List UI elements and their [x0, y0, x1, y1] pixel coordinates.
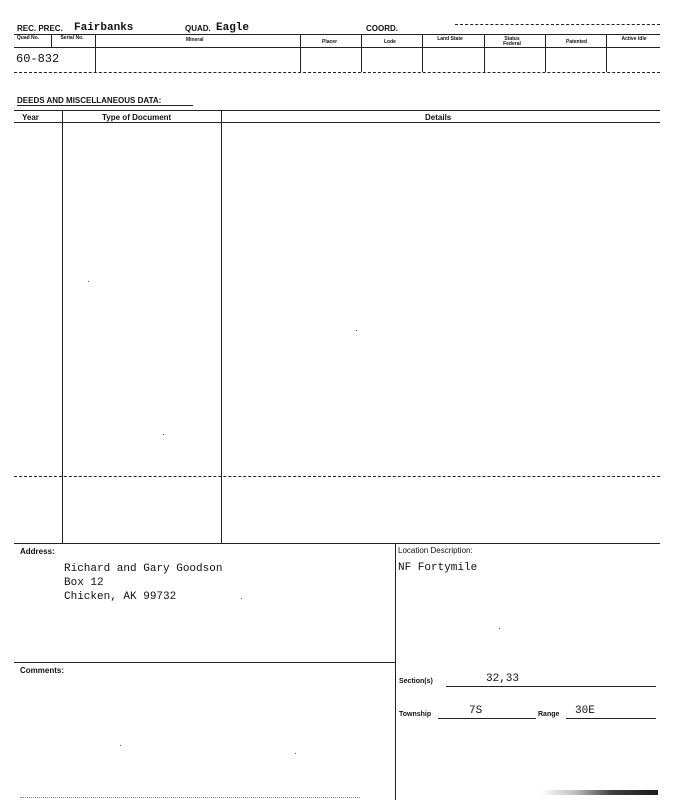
range-label: Range: [538, 711, 560, 718]
col-status-federal: Status Federal: [503, 36, 521, 47]
col-divider: [95, 34, 96, 72]
location-value[interactable]: NF Fortymile: [398, 562, 478, 574]
address-line-3[interactable]: Chicken, AK 99732: [64, 591, 177, 603]
header-rule: [14, 34, 660, 35]
col-divider: [300, 34, 301, 72]
location-label: Location Description:: [398, 546, 473, 555]
address-label: Address:: [20, 547, 55, 556]
col-lode: Lode: [384, 39, 396, 45]
scan-smudge: [540, 790, 658, 795]
address-line-2[interactable]: Box 12: [64, 577, 104, 589]
scan-speck: [163, 434, 164, 435]
year-column-divider: [62, 110, 63, 543]
scan-speck: [120, 745, 121, 746]
col-patented: Patented: [566, 39, 588, 45]
col-type-of-document: Type of Document: [102, 113, 172, 122]
col-divider: [484, 34, 485, 72]
rec-prec-label: REC. PREC.: [17, 24, 63, 33]
type-column-divider: [221, 110, 222, 543]
range-value[interactable]: 30E: [575, 705, 595, 717]
col-divider: [51, 34, 52, 47]
scan-speck: [295, 753, 296, 754]
coord-label: COORD.: [366, 24, 398, 33]
sections-value[interactable]: 32,33: [486, 673, 520, 685]
col-serial-no: Serial No.: [60, 35, 84, 41]
deeds-bottom-rule: [14, 543, 660, 544]
deeds-header-rule: [14, 122, 660, 123]
deeds-title-underline: [17, 105, 193, 106]
col-quad-no: Quad No.: [16, 35, 40, 41]
comments-label: Comments:: [20, 666, 65, 675]
township-line: [438, 718, 536, 719]
coord-line: [455, 24, 660, 25]
col-year: Year: [22, 113, 39, 122]
scan-speck: [88, 281, 89, 282]
scan-noise-bottom: [20, 797, 360, 798]
township-label: Township: [399, 711, 432, 718]
sections-label: Section(s): [399, 678, 433, 685]
col-divider: [545, 34, 546, 72]
col-divider: [361, 34, 362, 72]
col-details: Details: [425, 113, 452, 122]
col-land-state: Land State: [437, 36, 463, 42]
col-divider: [606, 34, 607, 72]
record-bottom-rule: [14, 72, 660, 73]
deeds-top-rule: [14, 110, 660, 111]
township-value[interactable]: 7S: [469, 705, 483, 717]
location-column-divider: [395, 543, 396, 800]
deeds-dashed-rule: [14, 476, 660, 477]
address-line-1[interactable]: Richard and Gary Goodson: [64, 563, 223, 575]
comments-top-rule: [14, 662, 395, 663]
quad-no-value[interactable]: 60-832: [16, 52, 60, 66]
sections-line: [446, 686, 656, 687]
col-mineral: Mineral: [186, 37, 204, 43]
col-divider: [422, 34, 423, 72]
scan-speck: [356, 330, 357, 331]
quad-value[interactable]: Eagle: [216, 22, 250, 34]
col-active-idle: Active Idle: [621, 36, 647, 42]
rec-prec-value[interactable]: Fairbanks: [74, 22, 134, 34]
deeds-title: DEEDS AND MISCELLANEOUS DATA:: [17, 96, 162, 105]
range-line: [566, 718, 656, 719]
column-header-rule: [14, 47, 660, 48]
scan-speck: [499, 628, 500, 629]
col-placer: Placer: [322, 39, 338, 45]
scan-speck: [241, 598, 242, 599]
quad-label: QUAD.: [185, 24, 211, 33]
